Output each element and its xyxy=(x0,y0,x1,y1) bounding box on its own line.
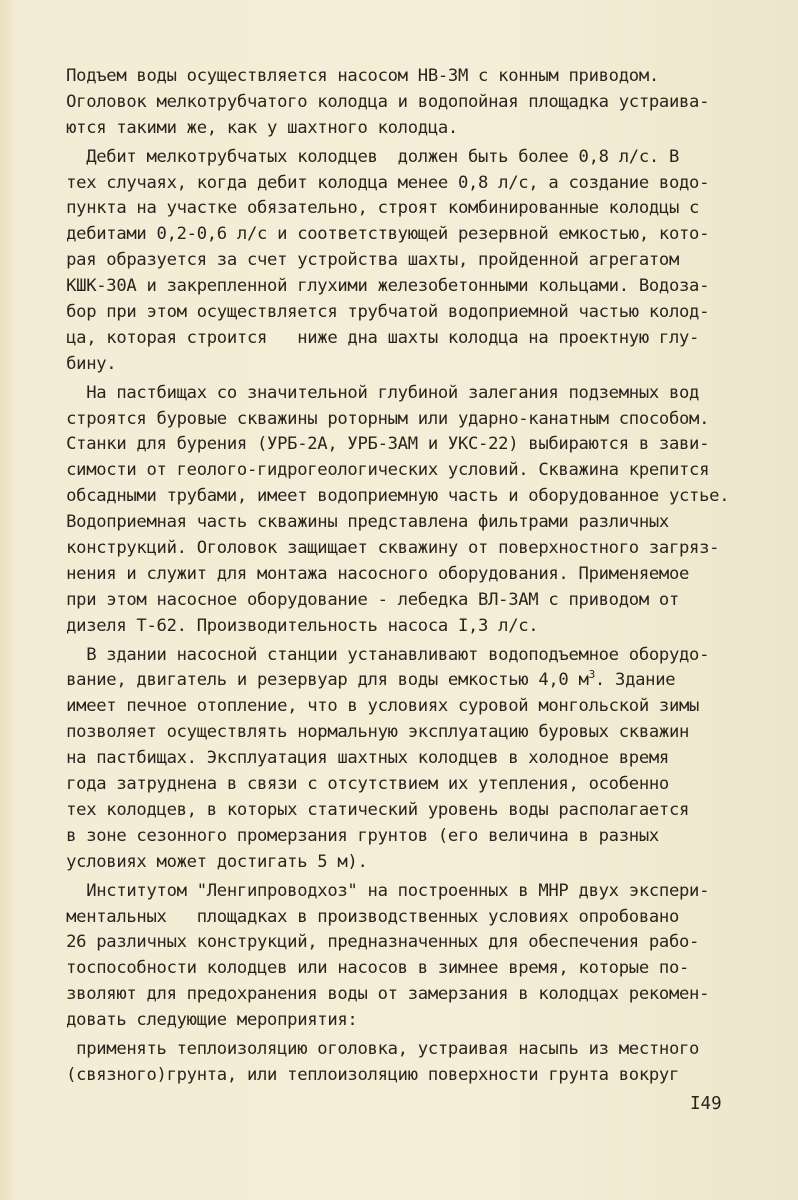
text-line: конструкций. Оголовок защищает скважину от поверхностного загряз- xyxy=(46,538,720,559)
text-line: имеет печное отопление, что в условиях суровой монгольской зимы xyxy=(46,696,700,717)
text-line: условиях может достигать 5 м). xyxy=(46,851,368,872)
text-line: применять теплоизоляцию оголовка, устраивая насыпь из местного xyxy=(46,1038,700,1059)
text-line: тех колодцев, в которых статический уровень воды располагается xyxy=(46,799,690,820)
text-line: дебитами 0,2-0,6 л/с и соответствующей резервной емкостью, кото- xyxy=(46,224,710,245)
text-line: Подъем воды осуществляется насосом НВ-3М с конным приводом. xyxy=(46,66,659,86)
text-line: Дебит мелкотрубчатых колодцев должен быть более 0,8 л/с. В xyxy=(46,146,680,167)
volume-text: вание, двигатель и резервуар для воды емкостью 4,0 м xyxy=(46,670,589,691)
text-line: 26 различных конструкций, предназначенных для обеспечения рабо- xyxy=(46,932,700,953)
text-line: тех случаях, когда дебит колодца менее 0,8 л/с, а создание водо- xyxy=(46,172,710,193)
text-line: дизеля Т-62. Производительность насоса I,3 л/с. xyxy=(46,615,539,636)
text-line: ментальных площадках в производственных условиях опробовано xyxy=(46,906,680,927)
text-line: на пастбищах. Эксплуатация шахтных колодцев в холодное время xyxy=(46,748,669,769)
text-line: тоспособности колодцев или насосов в зимнее время, которые по- xyxy=(46,958,690,979)
text-line: Оголовок мелкотрубчатого колодца и водопойная площадка устраива- xyxy=(46,91,710,112)
text-line: довать следующие мероприятия: xyxy=(46,1010,358,1031)
text-line: ца, которая строится ниже дна шахты колодца на проектную глу- xyxy=(46,327,700,348)
body-text xyxy=(46,64,766,1089)
text-line: пункта на участке обязательно, строят комбинированные колодцы с xyxy=(46,198,700,219)
text-line: ются такими же, как у шахтного колодца. xyxy=(46,117,458,138)
text-line-with-superscript xyxy=(46,668,766,694)
text-line: На пастбищах со значительной глубиной залегания подземных вод xyxy=(46,382,700,403)
text-line: симости от геолого-гидрогеологических условий. Скважина крепится xyxy=(46,460,710,481)
page-number: I49 xyxy=(690,1094,722,1114)
text-line: (связного)грунта, или теплоизоляцию поверхности грунта вокруг xyxy=(46,1064,680,1085)
text-line: рая образуется за счет устройства шахты, пройденной агрегатом xyxy=(46,250,680,271)
text-line: в зоне сезонного промерзания грунтов (его величина в разных xyxy=(46,825,659,846)
text-line: обсадными трубами, имеет водоприемную часть и оборудованное устье. xyxy=(46,486,730,507)
text-line: Станки для бурения (УРБ-2А, УРБ-3АМ и УКС-22) выбираются в зави- xyxy=(46,434,710,455)
text-line: нения и служит для монтажа насосного оборудования. Применяемое xyxy=(46,563,690,584)
text-line: года затруднена в связи с отсутствием их утепления, особенно xyxy=(46,774,669,795)
volume-tail: . Здание xyxy=(594,670,676,691)
text-line: Институтом "Ленгипроводхоз" на построенных в МНР двух экспери- xyxy=(46,880,710,901)
text-line: при этом насосное оборудование - лебедка ВЛ-3АМ с приводом от xyxy=(46,589,680,610)
text-line: Водоприемная часть скважины представлена фильтрами различных xyxy=(46,512,669,533)
text-line: строятся буровые скважины роторным или ударно-канатным способом. xyxy=(46,408,710,429)
text-line: бор при этом осуществляется трубчатой водоприемной частью колод- xyxy=(46,302,710,323)
text-line: зволяют для предохранения воды от замерзания в колодцах рекомен- xyxy=(46,984,710,1005)
text-line: позволяет осуществлять нормальную эксплуатацию буровых скважин xyxy=(46,722,690,743)
text-line: В здании насосной станции устанавливают водоподъемное оборудо- xyxy=(46,644,710,665)
text-line: КШК-30А и закрепленной глухими железобетонными кольцами. Водоза- xyxy=(46,276,710,297)
volume-superscript: 3 xyxy=(588,668,595,682)
text-line: бину. xyxy=(46,353,117,374)
